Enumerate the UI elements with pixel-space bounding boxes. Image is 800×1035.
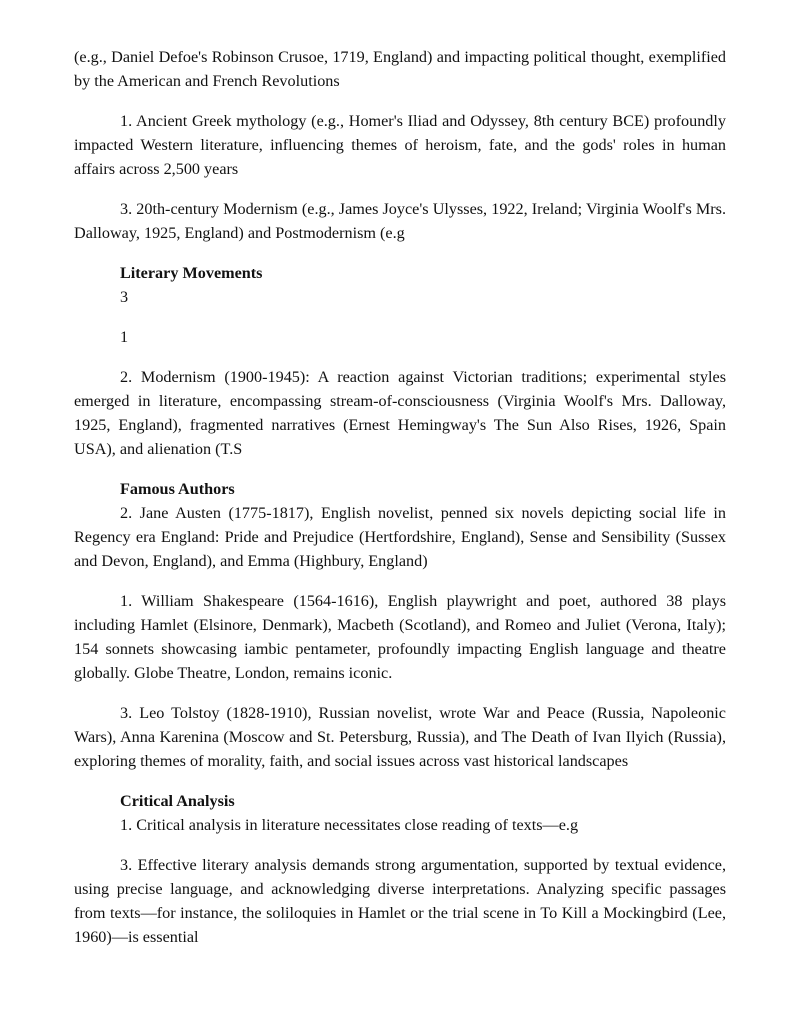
critical-analysis-heading: Critical Analysis: [120, 792, 235, 810]
document-page: [74, 45, 726, 949]
shakespeare-paragraph: 1. William Shakespeare (1564-1616), English playwright and poet, authored 38 plays including Hamlet (Elsinore, Denmark), Macbeth (Scotland), and Romeo and Juliet (Verona, Italy); 154 sonnets showcasing iambic pentameter, profoundly impacting English language and theatre globally. Globe Theatre, London, remains iconic.: [74, 592, 726, 682]
critical-analysis-paragraph-1: 1. Critical analysis in literature necessitates close reading of texts—e.g: [120, 816, 579, 834]
greek-mythology-paragraph: 1. Ancient Greek mythology (e.g., Homer's Iliad and Odyssey, 8th century BCE) profoundly impacted Western literature, influencing themes of heroism, fate, and the gods' roles in human affairs across 2,500 years: [74, 112, 726, 178]
literary-movements-line-3: 3: [120, 288, 129, 306]
literary-movements-heading: Literary Movements: [120, 264, 263, 282]
intro-paragraph: (e.g., Daniel Defoe's Robinson Crusoe, 1719, England) and impacting political thought, exemplified by the American and French Revolutions: [74, 48, 726, 90]
modernism-intro-paragraph: 3. 20th-century Modernism (e.g., James Joyce's Ulysses, 1922, Ireland; Virginia Woolf's Mrs. Dalloway, 1925, England) and Postmodernism (e.g: [74, 200, 726, 242]
literary-movements-line-1: 1: [120, 328, 129, 346]
critical-analysis-paragraph-3: 3. Effective literary analysis demands strong argumentation, supported by textual evidence, using precise language, and acknowledging diverse interpretations. Analyzing specific passages from texts—for instance, the soliloquies in Hamlet or the trial scene in To Kill a Mockingbird (Lee, 1960)—is essential: [74, 856, 726, 946]
famous-authors-heading: Famous Authors: [120, 480, 235, 498]
tolstoy-paragraph: 3. Leo Tolstoy (1828-1910), Russian novelist, wrote War and Peace (Russia, Napoleonic Wars), Anna Karenina (Moscow and St. Petersburg, Russia), and The Death of Ivan Ilyich (Russia), exploring themes of morality, faith, and social issues across vast historical landscapes: [74, 704, 726, 770]
austen-paragraph: 2. Jane Austen (1775-1817), English novelist, penned six novels depicting social life in Regency era England: Pride and Prejudice (Hertfordshire, England), Sense and Sensibility (Sussex and Devon, England), and Emma (Highbury, England): [74, 504, 726, 570]
modernism-paragraph: 2. Modernism (1900-1945): A reaction against Victorian traditions; experimental styles emerged in literature, encompassing stream-of-consciousness (Virginia Woolf's Mrs. Dalloway, 1925, England), fragmented narratives (Ernest Hemingway's The Sun Also Rises, 1926, Spain USA), and alienation (T.S: [74, 368, 726, 458]
